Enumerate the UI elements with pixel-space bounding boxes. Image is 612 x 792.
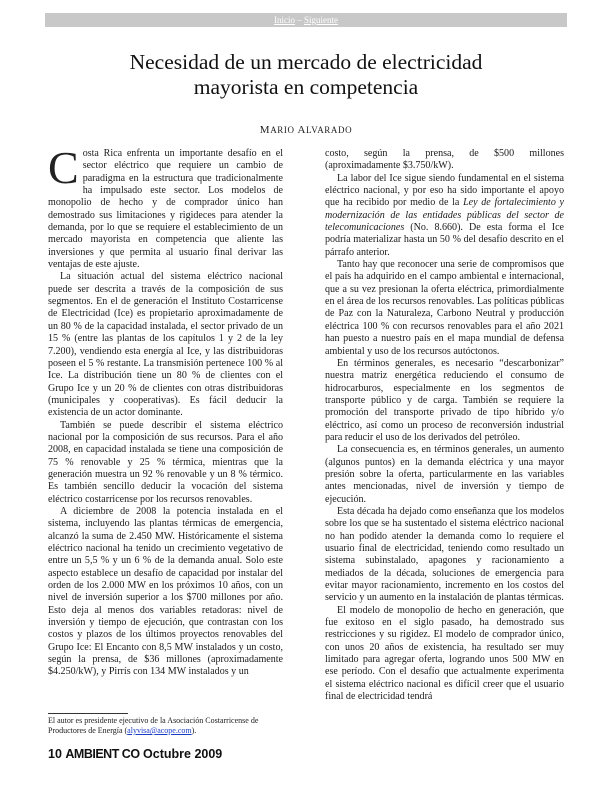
- footnote-divider: [48, 713, 128, 714]
- paragraph: costo, según la prensa, de $500 millones (aproximadamente $3.750/kW).: [325, 148, 564, 172]
- magazine-logo: AMBIENT CO: [65, 747, 140, 761]
- drop-cap: C: [48, 142, 79, 193]
- title-line-1: Necesidad de un mercado de electricidad: [129, 50, 483, 74]
- right-column: [325, 148, 564, 703]
- article-title: [56, 50, 556, 100]
- paragraph: La consecuencia es, en términos generales, un aumento (algunos puntos) en la demanda eléctrica y una mayor presión sobre la oferta, particularmente en las variables antes mencionadas, nivel de inversión y tiempo de ejecución.: [325, 444, 564, 505]
- article-author: MARIO ALVARADO: [259, 124, 353, 136]
- paragraph: En términos generales, es necesario “descarbonizar” nuestra matriz energética reduciendo el consumo de hidrocarburos, especialmente en los segmentos de transporte público y de carga. También se requiere la promoción del transporte privado de tipo híbrido y/o eléctrico, así como un proceso de reconversión industrial para reducir el uso de los derivados del petróleo.: [325, 357, 564, 443]
- page-number: 10: [48, 747, 62, 761]
- paragraph: El modelo de monopolio de hecho en generación, que fue exitoso en el siglo pasado, ha demostrado sus restricciones y su rigidez. El modelo de comprador único, con unos 20 años de existencia, ha resultado ser muy limitado para agregar oferta, logrando unos 500 MW en ese período. Con el desafío que actualmente experimenta el sistema eléctrico nacional es difícil creer que el usuario final de electricidad tendrá: [325, 604, 564, 703]
- author-email-link[interactable]: alyvisa@acope.com: [127, 726, 192, 735]
- paragraph: Esta década ha dejado como enseñanza que los modelos sobre los que se ha sustentado el sistema eléctrico nacional no han podido atender la demanda como lo requiere el usuario final de electricidad, teniendo como resultado un sistema subinstalado, apagones y racionamiento a mediados de la década, soluciones de emergencia para evitar mayor racionamiento, incremento en los costos del servicio y un aumento en la instalación de plantas térmicas.: [325, 505, 564, 604]
- page-footer: [48, 747, 222, 761]
- title-line-2: mayorista en competencia: [193, 75, 419, 99]
- navigation-bar: [45, 13, 567, 27]
- paragraph: A diciembre de 2008 la potencia instalada en el sistema, incluyendo las plantas térmicas de emergencia, alcanzó la suma de 2.450 MW. Históricamente el sistema eléctrico nacional ha tenido un crecimiento vegetativo de entre un 5,5 % y un 6 % de la demanda anual. Solo este aspecto establece un desafío de capacidad por instalar del orden de los 2.000 MW en los próximos 10 años, con un nivel de inversión superior a los $700 millones por año. Esto deja al menos dos variables retadoras: nivel de inversión y tiempo de ejecución, que contrastan con los costos y plazos de los últimos proyectos renovables del Grupo Ice: El Encanto con 8,5 MW instalados y un costo, según la prensa, de $36 millones (aproximadamente $4.250/kW), y Pirrís con 134 MW instalados y un: [48, 505, 283, 678]
- law-title: Ley de fortalecimiento y modernización de las entidades públicas del sector de telecomunicaciones: [325, 197, 564, 234]
- paragraph: Tanto hay que reconocer una serie de compromisos que el país ha adquirido en el campo ambiental e internacional, que a su vez presionan la oferta eléctrica, primordialmente en el área de los recursos renovables. Las políticas públicas de Paz con la Naturaleza, Carbono Neutral y producción eléctrica 100 % con recursos renovables para el año 2021 han puesto a nuestro país en el mapa mundial de defensa ambiental y uso de los recursos autóctonos.: [325, 259, 564, 357]
- footnote: El autor es presidente ejecutivo de la Asociación Costarricense de Productores de Energía (alyvisa@acope.com).: [48, 716, 259, 735]
- paragraph: Costa Rica enfrenta un importante desafío en el sector eléctrico que requiere un cambio de paradigma en la estructura que tradicionalmente ha impulsado este sector. Los modelos de monopolio de hecho y de comprador único han demostrado sus limitaciones y rigideces para atender la demanda, por lo que se requiere el establecimiento de un mercado mayorista en competencia que aliente las inversiones y que permita al usuario final derivar las ventajas de este ajuste.: [48, 142, 283, 271]
- inicio-link[interactable]: Inicio: [274, 15, 295, 25]
- left-column: [48, 142, 283, 679]
- paragraph: También se puede describir el sistema eléctrico nacional por la composición de sus recursos. Para el año 2008, en capacidad instalada se tiene una composición de 75 % renovable y 25 % térmica, mientras que la generación muestra un 92 % renovable y un 8 % térmico. Es también sencillo deducir la vocación del sistema eléctrico costarricense por los recursos renovables.: [48, 419, 283, 505]
- issue-date: Octubre 2009: [143, 747, 223, 761]
- siguiente-link[interactable]: Siguiente: [304, 15, 338, 25]
- paragraph: La labor del Ice sigue siendo fundamental en el sistema eléctrico nacional, y por eso ha sido importante el apoyo que ha recibido por medio de la Ley de fortalecimiento y modernización de las entidades públicas del sector de telecomunicaciones (No. 8.660). De esta forma el Ice podría materializar hasta un 50 % del desafío descrito en el párrafo anterior.: [325, 172, 564, 258]
- paragraph: La situación actual del sistema eléctrico nacional puede ser descrita a través de la composición de sus segmentos. En el de generación el Instituto Costarricense de Electricidad (Ice) es propietario aproximadamente de un 80 % de la capacidad instalada, el sector privado de un 15 % (entre las plantas de los capítulos 1 y 2 de la ley 7.200), vendiendo esta energía al Ice, y las distribuidoras poseen el 5 % restante. La transmisión pertenece 100 % al Ice. La distribución tiene un 80 % de clientes con el Grupo Ice y un 20 % de clientes con otras distribuidoras (municipales y cooperativas). Es fácil deducir la existencia de un actor dominante.: [48, 271, 283, 419]
- nav-separator: –: [295, 15, 304, 25]
